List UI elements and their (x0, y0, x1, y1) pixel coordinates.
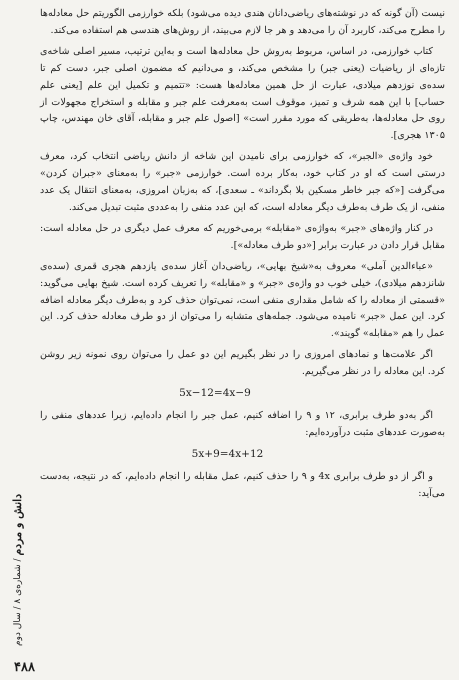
paragraph-7: اگر به‌دو طرف برابری، ۱۲ و ۹ را اضافه کنیم، عمل جبر را انجام داده‌ایم، زیرا عددهای منفی را به‌صورت عددهای مثبت درآورده‌ایم: (40, 409, 445, 438)
paragraph-5: «عباءالدین آملی» معروف به‌«شیخ بهایی»، ریاضی‌دان آغاز سده‌ی یازدهم هجری قمری (سده‌ی شانزدهم میلادی)، خیلی خوب دو واژه‌ی «جبر» و «مقابله» را تعریف کرده است. شیخ بهایی می‌گوید: «قسمتی از معادله را که شامل مقداری منفی است، نمی‌توان حذف کرد و به‌طرف دیگر معادله اضافه کرد. این عمل «جبر» نامیده می‌شود. جمله‌های متشابه را می‌توان از دو طرف معادله حذف کرد. این عمل را هم «مقابله» گویند». (40, 260, 445, 340)
paragraph-6: اگر علامت‌ها و نمادهای امروزی را در نظر بگیریم این دو عمل را می‌توان روی نمونه زیر روشن کرد. این معادله را در نظر می‌گیریم. (40, 349, 445, 378)
paragraph-8: و اگر از دو طرف برابری 4x و ۹ را حذف کنیم، عمل مقابله را انجام داده‌ایم، که در نتیجه، به‌دست می‌آید: (40, 470, 445, 499)
equation-1: 5x−12=4x−9 (179, 387, 251, 400)
paragraph-3: خود واژه‌ی «الجبر»، که خوارزمی برای نامیدن این شاخه از دانش ریاضی انتخاب کرد، معرف درستی است که او در کتاب خود، به‌کار برده است. خوارزمی «جبر» را به‌معنای «جبران کردن» می‌گرفت [«که جبر خاطر مسکین بلا بگرداند» ـ سعدی]، که به‌زبان امروزی، به‌معنای انتقال یک عدد منفی، از یک طرف به‌طرف دیگر معادله است، که این عدد منفی را به‌عددی مثبت تبدیل می‌کند. (40, 151, 445, 213)
article-body (40, 6, 445, 506)
running-footer (8, 470, 30, 670)
equation-2: 5x+9=4x+12 (191, 447, 264, 460)
journal-name: دانش و مردم (11, 493, 24, 556)
issue-info: / شماره‌ی ۸ / سال دوم (13, 558, 23, 647)
page-number: ۴۸۸ (14, 660, 35, 675)
paragraph-4: در کنار واژه‌های «جبر» به‌واژه‌ی «مقابله» برمی‌خوریم که معرف عمل دیگری در حل معادله است: مقابل قرار دادن در عبارت برابر [«دو طرف معادله»]. (40, 222, 445, 251)
paragraph-1: نیست (آن گونه که در نوشته‌های ریاضی‌دانان هندی دیده می‌شود) بلکه خوارزمی الگوریتم حل معادله‌ها را مطرح می‌کند، کاربرد آن را می‌دهد و هر جا لازم می‌بیند، از روش‌های هندسی هم استفاده می‌کند. (40, 8, 445, 36)
paragraph-2: کتاب خوارزمی، در اساس، مربوط به‌روش حل معادله‌ها است و به‌این ترتیب، مسیر اصلی شاخه‌ی تازه‌ای از ریاضیات (یعنی جبر) را مشخص می‌کند، و می‌دانیم که مضمون اصلی جبر، دست کم تا سده‌ی نوزدهم میلادی، عبارت از حل همین معادله‌ها هست: «تتمیم و تکمیل این علم [یعنی علم حساب] با این همه شرف و تمیز، موقوف است به‌معرفت علم جبر و مقابله و استخراج مجهولات از روی حل معادله‌ها، به‌طریقی که مورد مقرر است» [اصول علم جبر و مقابله، آقای خان مهندس، چاپ ۱۳۰۵ هجری]. (40, 45, 445, 142)
